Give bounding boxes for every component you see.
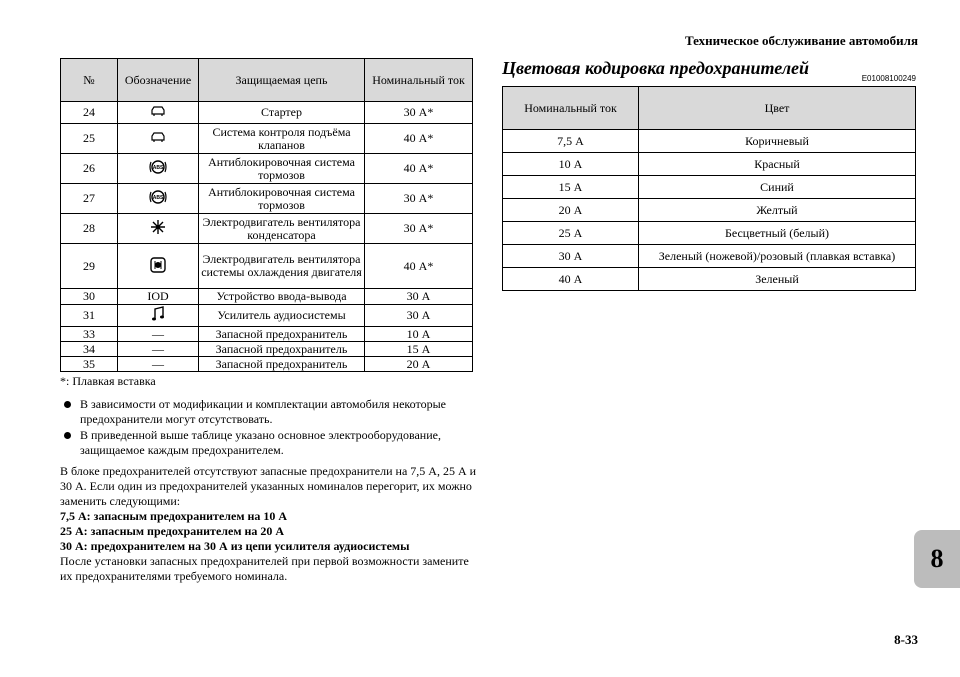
fuse-table-row [61, 154, 473, 184]
fuse-number: 31 [61, 305, 118, 327]
fuse-table-row [61, 289, 473, 305]
color-value: Желтый [639, 199, 916, 222]
fuse-rating: 20 А [365, 357, 473, 372]
fuse-table-row [61, 342, 473, 357]
fuse-symbol [118, 154, 199, 184]
fuse-circuit: Антиблокировочная система тормозов [199, 154, 365, 184]
fuse-number: 30 [61, 289, 118, 305]
color-rating: 15 А [503, 176, 639, 199]
replacement-line: 30 А: предохранителем на 30 А из цепи усилителя аудиосистемы [60, 539, 410, 553]
fuse-symbol [118, 305, 199, 327]
audio-amplifier-icon [151, 306, 165, 325]
fuse-rating: 40 А* [365, 124, 473, 154]
page-number: 8-33 [894, 632, 918, 647]
section-code: E01008100249 [861, 74, 916, 83]
starter-icon [150, 130, 166, 147]
fuse-rating: 30 А [365, 289, 473, 305]
fuse-circuit: Электродвигатель вентилятора системы охлаждения двигателя [199, 244, 365, 289]
color-table-header-row [503, 87, 916, 130]
abs-icon [149, 189, 167, 208]
fuse-number: 35 [61, 357, 118, 372]
fuse-rating: 30 А* [365, 184, 473, 214]
fuse-circuit: Запасной предохранитель [199, 342, 365, 357]
color-table-row [503, 245, 916, 268]
color-value: Коричневый [639, 130, 916, 153]
fuse-number: 34 [61, 342, 118, 357]
fuse-number: 26 [61, 154, 118, 184]
body-outro: После установки запасных предохранителей при первой возможности замените их предохранителями требуемого номинала. [60, 554, 469, 583]
fuse-rating: 30 А [365, 305, 473, 327]
bullet-dot-icon [64, 401, 71, 408]
fuse-table-row [61, 184, 473, 214]
fuse-table-row [61, 102, 473, 124]
fuse-symbol [118, 214, 199, 244]
fuse-table-row [61, 357, 473, 372]
color-value: Красный [639, 153, 916, 176]
fuse-rating: 15 А [365, 342, 473, 357]
header-circuit: Защищаемая цепь [199, 59, 365, 102]
fuse-rating: 40 А* [365, 154, 473, 184]
fuse-symbol [118, 184, 199, 214]
color-table-row [503, 199, 916, 222]
section-title: Цветовая кодировка предохранителей [502, 58, 810, 78]
body-text [60, 464, 480, 584]
header-rating: Номинальный ток [365, 59, 473, 102]
color-rating: 10 А [503, 153, 639, 176]
svg-text:ABS: ABS [152, 195, 164, 201]
fuse-rating: 40 А* [365, 244, 473, 289]
fuse-circuit: Система контроля подъёма клапанов [199, 124, 365, 154]
color-table-row [503, 153, 916, 176]
fuse-number: 27 [61, 184, 118, 214]
color-table-row [503, 222, 916, 245]
fuse-table-row [61, 244, 473, 289]
color-rating: 20 А [503, 199, 639, 222]
bullet-item [60, 397, 480, 427]
svg-text:ABS: ABS [152, 165, 164, 171]
fuse-circuit: Антиблокировочная система тормозов [199, 184, 365, 214]
fuse-symbol: IOD [118, 289, 199, 305]
color-rating: 25 А [503, 222, 639, 245]
fuse-table-row [61, 124, 473, 154]
fuse-rating: 30 А* [365, 102, 473, 124]
fuse-number: 33 [61, 327, 118, 342]
fuse-symbol [118, 102, 199, 124]
fuse-circuit: Запасной предохранитель [199, 357, 365, 372]
bullet-dot-icon [64, 432, 71, 439]
replacement-line: 25 А: запасным предохранителем на 20 А [60, 524, 285, 538]
fuse-number: 29 [61, 244, 118, 289]
fuse-table [60, 58, 473, 372]
fuse-circuit: Стартер [199, 102, 365, 124]
condenser-fan-icon [150, 219, 166, 238]
chapter-tab: 8 [914, 530, 960, 588]
fuse-rating: 10 А [365, 327, 473, 342]
color-value: Зеленый [639, 268, 916, 291]
fuse-rating: 30 А* [365, 214, 473, 244]
abs-icon [149, 159, 167, 178]
fuse-table-row [61, 305, 473, 327]
color-rating: 30 А [503, 245, 639, 268]
bullet-item [60, 428, 480, 458]
fuse-circuit: Усилитель аудиосистемы [199, 305, 365, 327]
color-table-row [503, 130, 916, 153]
fuse-number: 24 [61, 102, 118, 124]
starter-icon [150, 104, 166, 121]
fuse-symbol [118, 124, 199, 154]
color-code-table [502, 86, 916, 291]
fuse-table-row [61, 327, 473, 342]
fuse-table-header-row [61, 59, 473, 102]
fuse-symbol [118, 244, 199, 289]
color-value: Бесцветный (белый) [639, 222, 916, 245]
fuse-number: 28 [61, 214, 118, 244]
radiator-fan-icon [150, 257, 166, 276]
fuse-circuit: Запасной предохранитель [199, 327, 365, 342]
fuse-table-row [61, 214, 473, 244]
body-intro: В блоке предохранителей отсутствуют запасные предохранители на 7,5 А, 25 А и 30 А. Если один из предохранителей указанных номиналов перегорит, их можно заменить следующими: [60, 464, 477, 508]
replacement-line: 7,5 А: запасным предохранителем на 10 А [60, 509, 288, 523]
fuse-symbol: — [118, 342, 199, 357]
color-value: Зеленый (ножевой)/розовый (плавкая вставка) [639, 245, 916, 268]
fuse-symbol: — [118, 357, 199, 372]
header-number: № [61, 59, 118, 102]
bullet-list [60, 397, 480, 459]
header-color: Цвет [639, 87, 916, 130]
bullet-text: В приведенной выше таблице указано основное электрооборудование, защищаемое каждым предохранителем. [80, 428, 441, 457]
color-rating: 40 А [503, 268, 639, 291]
color-table-row [503, 268, 916, 291]
header-symbol: Обозначение [118, 59, 199, 102]
color-table-row [503, 176, 916, 199]
bullet-text: В зависимости от модификации и комплектации автомобиля некоторые предохранители могут отсутствовать. [80, 397, 446, 426]
fuse-circuit: Электродвигатель вентилятора конденсатора [199, 214, 365, 244]
fuse-symbol: — [118, 327, 199, 342]
fuse-number: 25 [61, 124, 118, 154]
header-rating: Номинальный ток [503, 87, 639, 130]
footnote: *: Плавкая вставка [60, 374, 156, 388]
color-value: Синий [639, 176, 916, 199]
page-header-title: Техническое обслуживание автомобиля [684, 33, 918, 48]
color-rating: 7,5 А [503, 130, 639, 153]
fuse-circuit: Устройство ввода-вывода [199, 289, 365, 305]
